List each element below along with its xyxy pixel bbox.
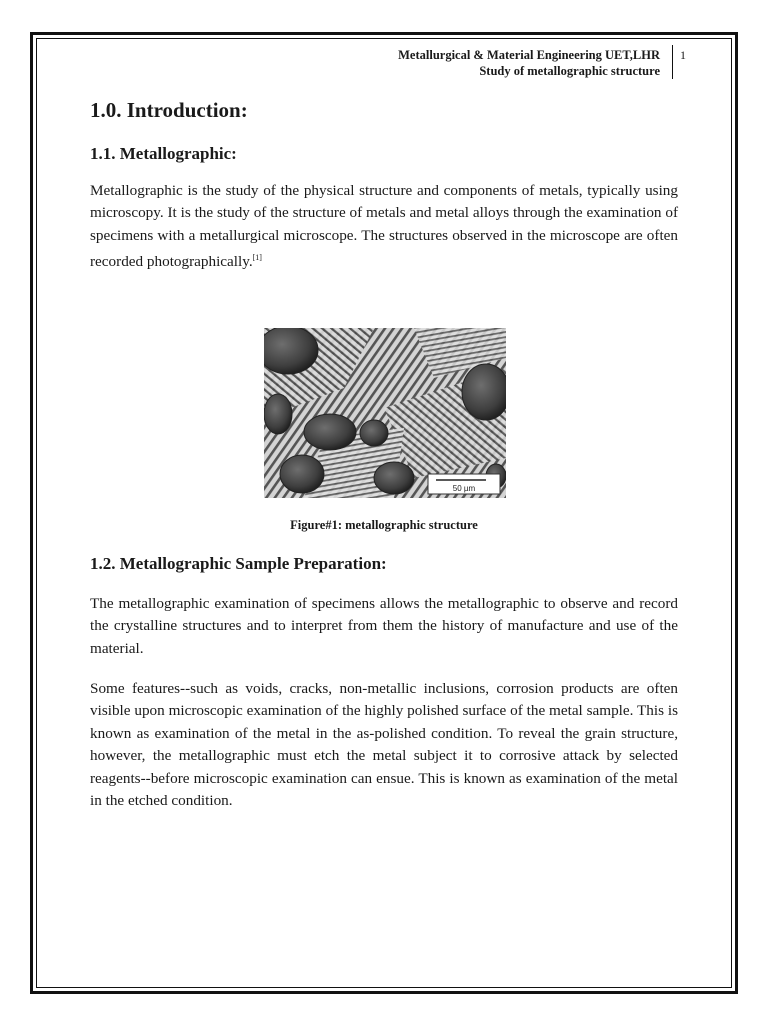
section-1-1-text: Metallographic is the study of the physical structure and components of metals, typically using microscopy. It is the study of the structure of metals and metal alloys through the examination of specimens with a metallurgical microscope. The structures observed in the microscope are often recorded photographically.	[90, 182, 678, 271]
section-1-2-paragraph-1: The metallographic examination of specimens allows the metallographic to observe and record the crystalline structures and to interpret from them the history of manufacture and use of the material.	[90, 595, 678, 657]
citation-marker: [1]	[252, 253, 262, 263]
figure-caption: Figure#1: metallographic structure	[290, 518, 478, 532]
section-1-1-heading: 1.1. Metallographic:	[90, 144, 237, 163]
header-line-2: Study of metallographic structure	[479, 64, 660, 78]
scale-bar-label: 50 µm	[452, 484, 476, 493]
running-header	[398, 47, 660, 79]
header-line-1: Metallurgical & Material Engineering UET,LHR	[398, 48, 660, 62]
header-divider	[672, 45, 673, 79]
section-1-2-paragraph-2: Some features--such as voids, cracks, non-metallic inclusions, corrosion products are often visible upon microscopic examination of the highly polished surface of the metal sample. This is known as examination of the metal in the as-polished condition. To reveal the grain structure, however, the metallographic must etch the metal subject it to corrosive attack by selected reagents--before microscopic examination can ensue. This is known as examination of the metal in the etched condition.	[90, 680, 678, 810]
page-number: 1	[680, 48, 686, 62]
section-1-1-paragraph	[90, 180, 678, 274]
section-1-2-heading: 1.2. Metallographic Sample Preparation:	[90, 554, 387, 573]
introduction-heading: 1.0. Introduction:	[90, 98, 248, 122]
micrograph-image	[264, 328, 506, 498]
